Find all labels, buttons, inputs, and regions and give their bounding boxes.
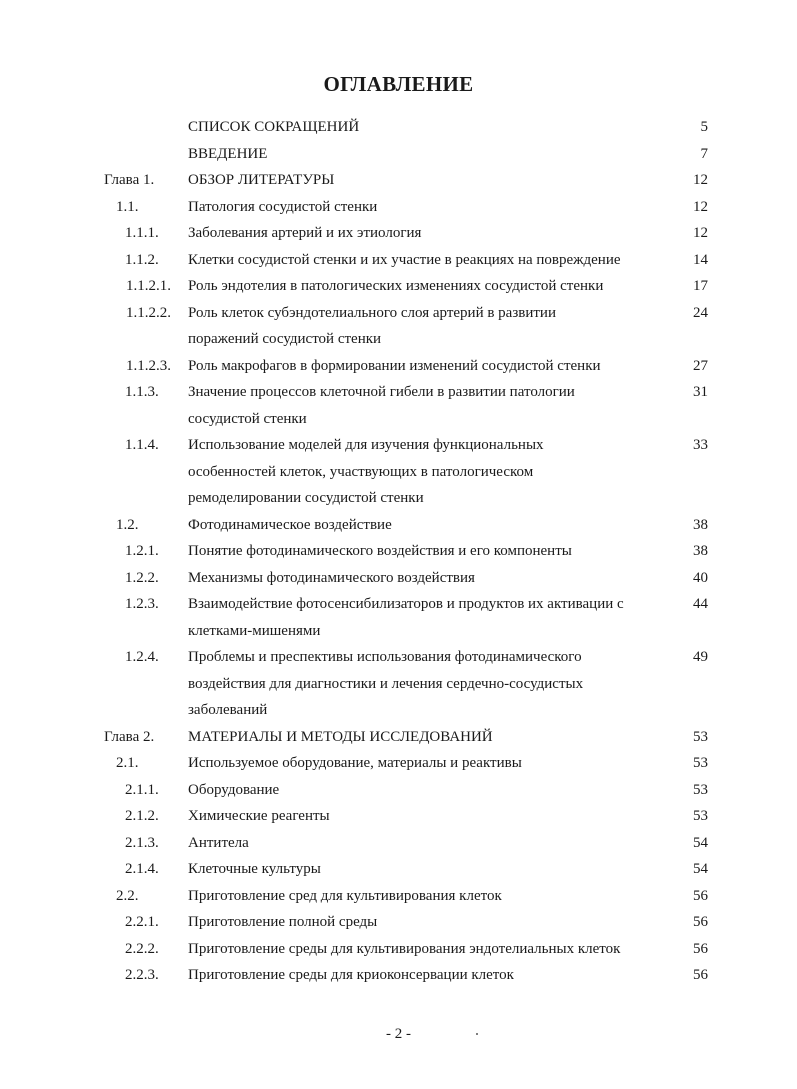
toc-entry-page: 31 (693, 384, 708, 400)
toc-entry (0, 565, 797, 592)
toc-entry (0, 353, 797, 380)
toc-entry-title-line: Клеточные культуры (188, 861, 321, 877)
toc-entry (0, 114, 797, 141)
toc-entry-title-line: Взаимодействие фотосенсибилизаторов и продуктов их активации с (188, 596, 624, 612)
toc-entry-title (188, 909, 666, 936)
toc-entry-number: 1.2.2. (125, 569, 159, 586)
toc-entry-page: 12 (693, 198, 708, 215)
toc-entry-page: 12 (693, 172, 708, 188)
toc-entry-title-line: Приготовление сред для культивирования клеток (188, 887, 502, 904)
toc-entry-number: 2.1.3. (125, 834, 159, 851)
toc-entry-page: 17 (693, 278, 708, 294)
toc-entry-page: 53 (693, 808, 708, 824)
toc-entry-title-line: поражений сосудистой стенки (188, 331, 382, 347)
toc-entry-title (188, 273, 666, 300)
toc-entry-title (188, 962, 666, 989)
toc-entry (0, 750, 797, 777)
toc-entry-title (188, 883, 666, 910)
toc-entry-title-line: Использование моделей для изучения функциональных (188, 437, 544, 453)
toc-entry-title-line: воздействия для диагностики и лечения сердечно-сосудистых (188, 675, 584, 692)
toc-entry-title (188, 591, 666, 644)
toc-entry-title-line: Фотодинамическое воздействие (188, 516, 392, 533)
toc-entry-title-line: Химические реагенты (188, 808, 330, 824)
toc-entry-title (188, 512, 666, 539)
toc-entry-page: 54 (693, 861, 708, 877)
toc-entry-title-line: Роль макрофагов в формировании изменений сосудистой стенки (188, 357, 601, 374)
toc-entry (0, 803, 797, 830)
toc-entry (0, 167, 797, 194)
toc-entry (0, 273, 797, 300)
toc-entry-title-line: заболеваний (188, 702, 268, 718)
toc-entry-page: 56 (693, 914, 708, 930)
toc-entry-number: Глава 2. (104, 728, 155, 745)
toc-entry (0, 830, 797, 857)
toc-entry-page: 56 (693, 940, 708, 957)
toc-entry-title (188, 724, 666, 751)
toc-entry-number: 1.1.4. (125, 437, 159, 453)
toc-entry (0, 512, 797, 539)
toc-entry-page: 40 (693, 569, 708, 586)
toc-entry-title (188, 300, 666, 353)
toc-entry-title (188, 750, 666, 777)
toc-entry-title (188, 432, 666, 512)
toc-entry-number: 2.1.2. (125, 808, 159, 824)
toc-entry-title-line: ремоделировании сосудистой стенки (188, 490, 424, 506)
toc-entry-title-line: Используемое оборудование, материалы и реактивы (188, 755, 522, 771)
toc-entry-number: 1.1.2. (125, 251, 159, 268)
toc-entry-title (188, 538, 666, 565)
toc-entry-title (188, 247, 666, 274)
toc-entry (0, 724, 797, 751)
table-of-contents (0, 114, 797, 989)
toc-entry-number: 1.2.3. (125, 596, 159, 612)
toc-entry (0, 432, 797, 512)
toc-entry (0, 856, 797, 883)
toc-entry-title-line: сосудистой стенки (188, 410, 307, 427)
toc-entry-page: 12 (693, 225, 708, 241)
toc-entry-page: 38 (693, 516, 708, 533)
toc-entry-title-line: Приготовление среды для криоконсервации клеток (188, 967, 514, 983)
toc-entry-title-line: Антитела (188, 834, 249, 851)
toc-entry-number: 2.2.1. (125, 914, 159, 930)
toc-entry-title (188, 114, 666, 141)
toc-entry-title (188, 194, 666, 221)
toc-entry-title-line: Механизмы фотодинамического воздействия (188, 569, 475, 586)
toc-entry-title-line: МАТЕРИАЛЫ И МЕТОДЫ ИССЛЕДОВАНИЙ (188, 728, 493, 745)
toc-entry (0, 883, 797, 910)
toc-entry-title (188, 379, 666, 432)
toc-entry-page: 44 (693, 596, 708, 612)
toc-entry (0, 777, 797, 804)
toc-entry-number: 2.1. (116, 755, 139, 771)
toc-entry-number: 2.2.2. (125, 940, 159, 957)
toc-title: ОГЛАВЛЕНИЕ (323, 72, 474, 96)
toc-entry-title-line: Значение процессов клеточной гибели в развитии патологии (188, 384, 575, 400)
toc-entry-title (188, 167, 666, 194)
toc-entry-title (188, 936, 666, 963)
toc-entry-number: 2.2.3. (125, 967, 159, 983)
toc-entry (0, 300, 797, 353)
toc-entry-page: 54 (693, 834, 708, 851)
page-number-footer: - 2 - (386, 1026, 411, 1042)
toc-entry-title-line: СПИСОК СОКРАЩЕНИЙ (188, 119, 360, 135)
toc-entry-number: 1.2.4. (125, 649, 159, 665)
toc-entry-page: 38 (693, 543, 708, 559)
toc-entry-title-line: Приготовление среды для культивирования эндотелиальных клеток (188, 940, 621, 957)
toc-entry (0, 936, 797, 963)
toc-entry-page: 33 (693, 437, 708, 453)
toc-entry (0, 220, 797, 247)
toc-entry-title-line: Оборудование (188, 781, 280, 798)
toc-entry-page: 56 (693, 967, 708, 983)
toc-entry-title-line: ОБЗОР ЛИТЕРАТУРЫ (188, 172, 335, 188)
toc-entry-title (188, 830, 666, 857)
toc-entry-title-line: Понятие фотодинамического воздействия и его компоненты (188, 543, 572, 559)
toc-entry-title-line: Заболевания артерий и их этиология (188, 225, 422, 241)
toc-entry-title-line: Клетки сосудистой стенки и их участие в реакциях на повреждение (188, 251, 621, 268)
toc-entry-page: 7 (700, 145, 708, 162)
toc-entry-number: 2.1.4. (125, 861, 159, 877)
toc-entry-title (188, 220, 666, 247)
toc-entry (0, 538, 797, 565)
toc-entry-number: 1.1. (116, 198, 139, 215)
toc-entry (0, 962, 797, 989)
toc-entry-page: 5 (700, 119, 708, 135)
toc-entry-title (188, 565, 666, 592)
toc-entry-number: 1.1.2.3. (126, 357, 171, 374)
toc-entry-number: 1.1.3. (125, 384, 159, 400)
toc-entry-number: 1.1.2.1. (126, 278, 171, 294)
toc-entry-page: 53 (693, 755, 708, 771)
toc-entry-title-line: Приготовление полной среды (188, 914, 378, 930)
toc-entry (0, 909, 797, 936)
toc-entry-page: 53 (693, 781, 708, 798)
toc-entry-page: 24 (693, 304, 708, 321)
toc-entry (0, 591, 797, 644)
toc-entry-title (188, 803, 666, 830)
toc-entry-title-line: Патология сосудистой стенки (188, 198, 378, 215)
toc-entry-title (188, 644, 666, 724)
toc-entry-page: 53 (693, 728, 708, 745)
scan-speck (476, 1033, 478, 1035)
toc-entry-title (188, 777, 666, 804)
toc-entry (0, 141, 797, 168)
toc-entry-title-line: ВВЕДЕНИЕ (188, 145, 268, 162)
toc-entry-title (188, 141, 666, 168)
toc-entry-number: 1.2. (116, 516, 139, 533)
toc-entry-page: 49 (693, 649, 708, 665)
toc-entry-page: 56 (693, 887, 708, 904)
toc-entry-title-line: Роль клеток субэндотелиального слоя артерий в развитии (188, 304, 556, 321)
toc-entry-page: 27 (693, 357, 708, 374)
toc-entry-number: Глава 1. (104, 172, 155, 188)
toc-entry (0, 379, 797, 432)
toc-entry-number: 1.1.2.2. (126, 304, 171, 321)
toc-entry (0, 194, 797, 221)
toc-entry-title-line: Роль эндотелия в патологических изменениях сосудистой стенки (188, 278, 604, 294)
toc-entry-title-line: Проблемы и преспективы использования фотодинамического (188, 649, 582, 665)
toc-entry-number: 2.2. (116, 887, 139, 904)
toc-entry (0, 247, 797, 274)
toc-entry-number: 1.1.1. (125, 225, 159, 241)
toc-entry-number: 1.2.1. (125, 543, 159, 559)
toc-entry (0, 644, 797, 724)
toc-entry-title (188, 353, 666, 380)
toc-entry-title-line: клетками-мишенями (188, 622, 321, 639)
toc-entry-title-line: особенностей клеток, участвующих в патологическом (188, 463, 534, 480)
toc-entry-page: 14 (693, 251, 708, 268)
toc-entry-title (188, 856, 666, 883)
toc-entry-number: 2.1.1. (125, 781, 159, 798)
